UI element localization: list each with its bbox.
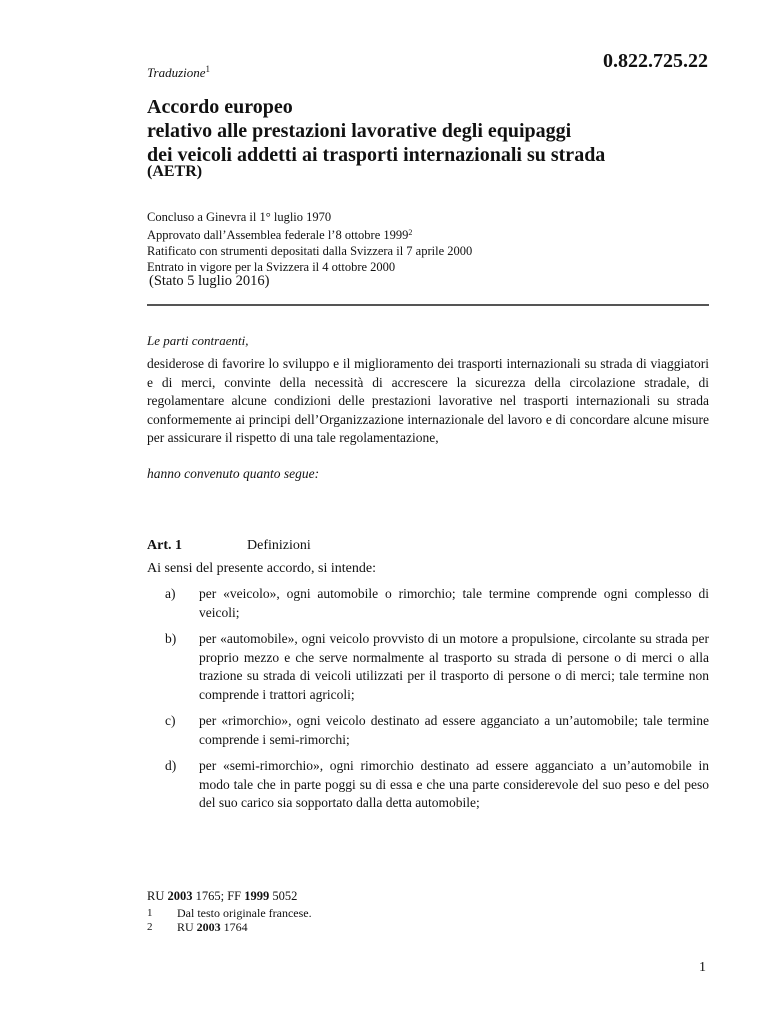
definition-text: per «semi-rimorchio», ogni rimorchio destinato ad essere agganciato a un’automobile in modo tale che in parte poggi su di essa e che una parte considerevole del suo peso e del peso del suo carico sia sopportato dalla detta automobile;	[199, 758, 709, 810]
definition-text: per «automobile», ogni veicolo provvisto di un motore a propulsione, circolante su strada per proprio mezzo e che serve normalmente al trasporto su strada di persone o di merci o alla trazione su strada di veicoli utilizzati per il trasporto di persone o di merci; tale termine non comprende i trattori agricoli;	[199, 631, 709, 702]
document-metadata	[147, 209, 472, 275]
article-title: Definizioni	[247, 538, 311, 553]
title-line-2: relativo alle prestazioni lavorative degli equipaggi	[147, 120, 572, 142]
footnote-number: 1	[147, 907, 153, 919]
footnote-ref-2[interactable]: 2	[408, 228, 413, 237]
footnote-2	[147, 920, 312, 934]
definition-item	[147, 712, 709, 749]
footnote-ref-1[interactable]: 1	[205, 64, 211, 74]
page-number: 1	[699, 960, 706, 975]
preamble-text: desiderose di favorire lo sviluppo e il miglioramento dei trasporti internazionali su strada di viaggiatori e di merci, convinte della necessità di accrescere la sicurezza della circolazione stradale, di regolamentare alcune condizioni delle prestazioni lavorative nel trasporti internazionali su strada conformemente ai principi dell’Organizzazione internazionale del lavoro e di concordare alcune misure per assicurare il rispetto di una tale regolamentazione,	[147, 356, 709, 445]
definition-item	[147, 757, 709, 813]
footnote-1	[147, 906, 312, 920]
title-abbreviation: (AETR)	[147, 163, 203, 180]
meta-ratified: Ratificato con strumenti depositati dalla Svizzera il 7 aprile 2000	[147, 244, 473, 258]
meta-approved: Approvato dall’Assemblea federale l’8 ottobre 1999$^2$	[147, 228, 413, 242]
title-line-1: Accordo europeo	[147, 96, 293, 118]
footnote-text: RU 2003 1764	[177, 920, 248, 934]
preamble-closing: hanno convenuto quanto segue:	[147, 466, 320, 481]
definition-text: per «veicolo», ogni automobile o rimorchio; tale termine comprende ogni complesso di veicoli;	[199, 586, 709, 620]
meta-concluded: Concluso a Ginevra il 1° luglio 1970	[147, 210, 332, 224]
meta-in-force: Entrato in vigore per la Svizzera il 4 ottobre 2000	[147, 260, 396, 274]
definitions-list	[147, 585, 709, 821]
footnote-text: Dal testo originale francese.	[177, 906, 312, 920]
footnote-number: 2	[147, 921, 153, 933]
title-line-3: dei veicoli addetti ai trasporti internazionali su strada	[147, 144, 606, 166]
official-reference: RU 2003 1765; FF 1999 5052	[147, 889, 298, 903]
definition-letter: c)	[165, 713, 176, 728]
header-divider	[147, 304, 709, 306]
definition-letter: b)	[165, 631, 177, 646]
definition-letter: d)	[165, 758, 177, 773]
article-lead: Ai sensi del presente accordo, si intende:	[147, 561, 376, 576]
footnotes	[147, 906, 312, 934]
definition-item	[147, 630, 709, 704]
preamble-intro: Le parti contraenti,	[147, 333, 249, 348]
definition-text: per «rimorchio», ogni veicolo destinato ad essere agganciato a un’automobile; tale termine comprende i semi-rimorchi;	[199, 713, 709, 747]
article-number: Art. 1	[147, 538, 182, 553]
definition-letter: a)	[165, 586, 176, 601]
status-date: (Stato 5 luglio 2016)	[149, 273, 270, 289]
document-title	[147, 95, 605, 167]
translation-label: Traduzione$^1$	[147, 64, 211, 80]
document-number: 0.822.725.22	[603, 50, 708, 72]
definition-item	[147, 585, 709, 622]
